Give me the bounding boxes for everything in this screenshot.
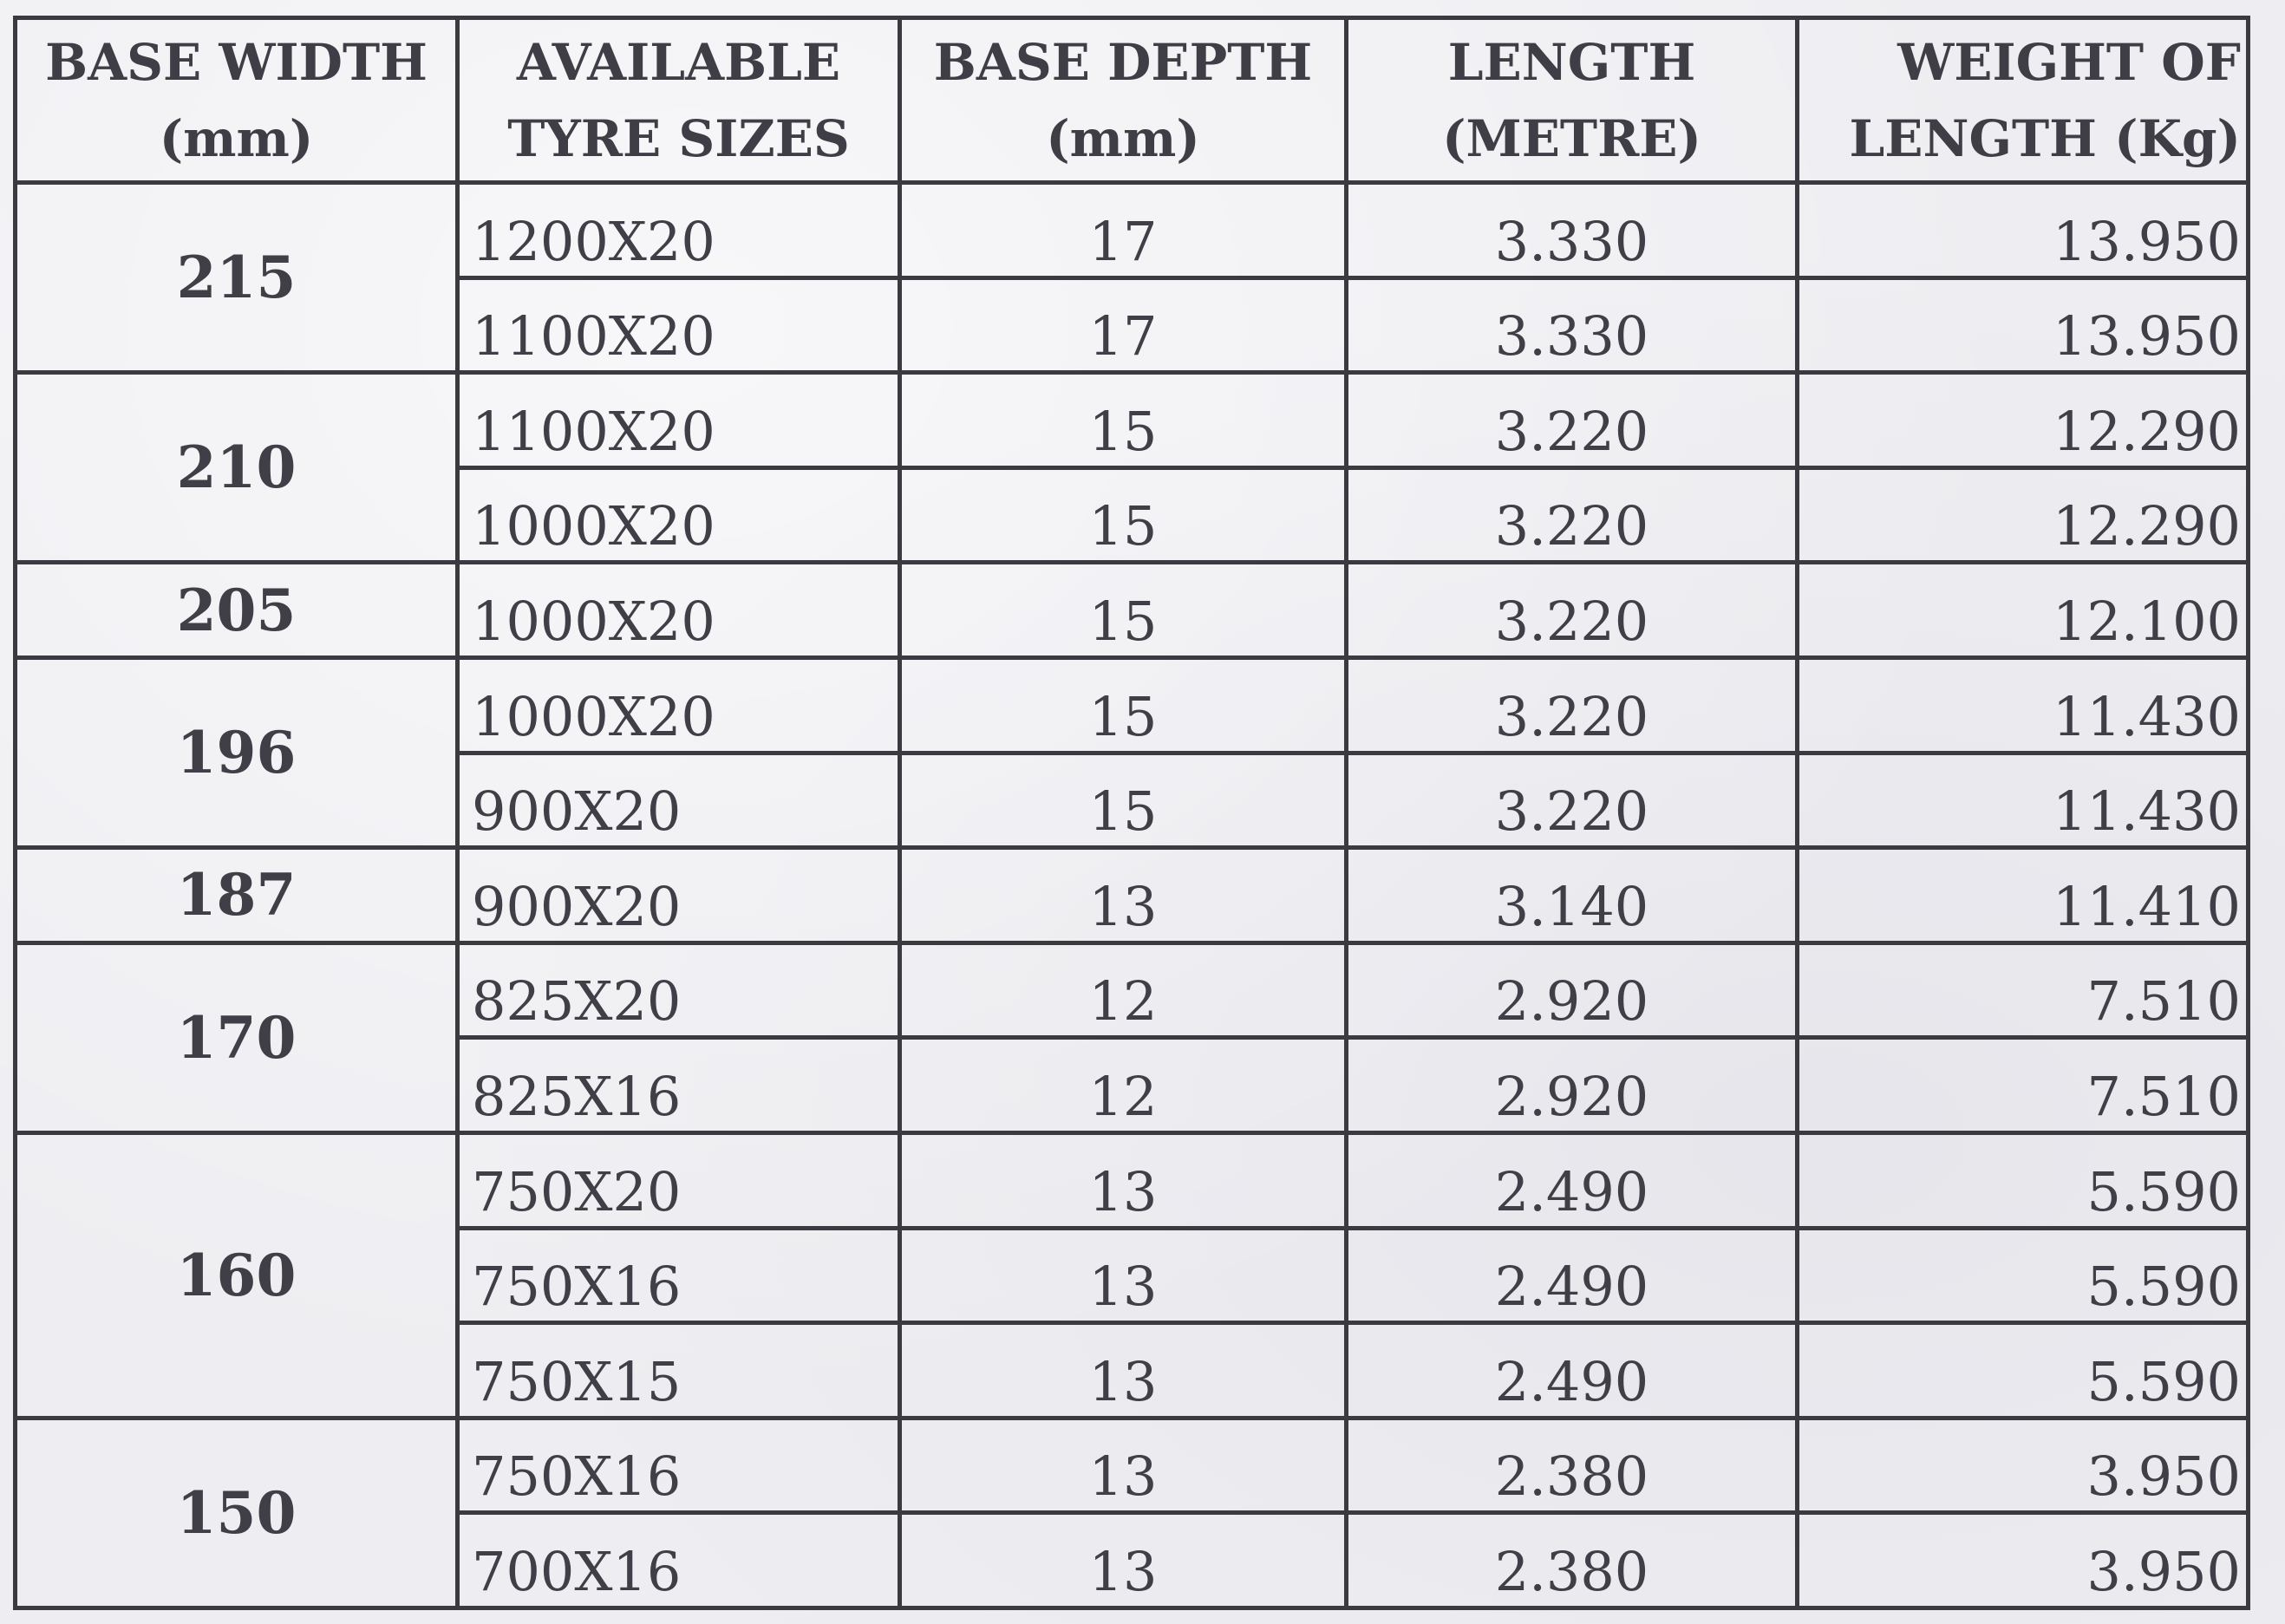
base-depth-cell: 15: [900, 753, 1347, 848]
weight-cell: 5.590: [1798, 1323, 2249, 1419]
table-row: [16, 657, 2249, 753]
table-header: [16, 18, 2249, 183]
length-cell: 2.920: [1347, 1038, 1798, 1133]
length-cell: 3.220: [1347, 467, 1798, 563]
base-width-cell: 215: [16, 183, 458, 373]
base-depth-cell: 12: [900, 1038, 1347, 1133]
tyre-size-cell: 900X20: [458, 753, 900, 848]
base-width-cell: 210: [16, 373, 458, 563]
base-depth-cell: 17: [900, 277, 1347, 373]
table-row: [16, 183, 2249, 278]
base-depth-cell: 15: [900, 657, 1347, 753]
header-row: [16, 18, 2249, 183]
table-row: [16, 373, 2249, 468]
length-cell: 3.330: [1347, 277, 1798, 373]
length-cell: 3.330: [1347, 183, 1798, 278]
tyre-base-spec-table: [13, 16, 2250, 1610]
header-base-width: [16, 18, 458, 183]
length-cell: 2.490: [1347, 1132, 1798, 1228]
base-width-cell: 170: [16, 942, 458, 1132]
tyre-size-cell: 900X20: [458, 848, 900, 943]
weight-cell: 7.510: [1798, 1038, 2249, 1133]
length-cell: 3.140: [1347, 848, 1798, 943]
header-line: AVAILABLE: [516, 32, 841, 92]
header-line: TYRE SIZES: [507, 108, 850, 168]
base-width-cell: 205: [16, 563, 458, 658]
base-width-cell: 160: [16, 1132, 458, 1418]
length-cell: 3.220: [1347, 753, 1798, 848]
length-cell: 3.220: [1347, 563, 1798, 658]
tyre-size-cell: 1100X20: [458, 277, 900, 373]
table-row: [16, 942, 2249, 1038]
base-depth-cell: 13: [900, 1132, 1347, 1228]
header-line: WEIGHT OF: [1897, 32, 2241, 92]
table-body: [16, 183, 2249, 1608]
tyre-size-cell: 750X16: [458, 1228, 900, 1323]
base-depth-cell: 15: [900, 467, 1347, 563]
header-base-depth: [900, 18, 1347, 183]
tyre-size-cell: 1100X20: [458, 373, 900, 468]
header-line: LENGTH (Kg): [1849, 108, 2241, 168]
table-row: [16, 563, 2249, 658]
weight-cell: 7.510: [1798, 942, 2249, 1038]
tyre-size-cell: 1200X20: [458, 183, 900, 278]
length-cell: 2.490: [1347, 1323, 1798, 1419]
header-weight: [1798, 18, 2249, 183]
tyre-size-cell: 750X15: [458, 1323, 900, 1419]
length-cell: 2.490: [1347, 1228, 1798, 1323]
weight-cell: 12.290: [1798, 467, 2249, 563]
base-depth-cell: 13: [900, 1228, 1347, 1323]
base-depth-cell: 13: [900, 1418, 1347, 1513]
tyre-size-cell: 750X20: [458, 1132, 900, 1228]
tyre-size-cell: 825X20: [458, 942, 900, 1038]
header-line: LENGTH: [1447, 32, 1696, 92]
weight-cell: 5.590: [1798, 1132, 2249, 1228]
base-width-cell: 150: [16, 1418, 458, 1608]
tyre-size-cell: 825X16: [458, 1038, 900, 1133]
weight-cell: 11.430: [1798, 753, 2249, 848]
weight-cell: 12.100: [1798, 563, 2249, 658]
header-line: (mm): [159, 108, 314, 168]
header-line: (METRE): [1442, 108, 1701, 168]
length-cell: 3.220: [1347, 373, 1798, 468]
header-line: BASE WIDTH: [45, 32, 428, 92]
table-row: [16, 848, 2249, 943]
weight-cell: 5.590: [1798, 1228, 2249, 1323]
length-cell: 2.920: [1347, 942, 1798, 1038]
header-length: [1347, 18, 1798, 183]
weight-cell: 11.410: [1798, 848, 2249, 943]
base-width-cell: 187: [16, 848, 458, 943]
base-width-cell: 196: [16, 657, 458, 847]
header-line: BASE DEPTH: [933, 32, 1313, 92]
weight-cell: 12.290: [1798, 373, 2249, 468]
tyre-size-cell: 750X16: [458, 1418, 900, 1513]
weight-cell: 3.950: [1798, 1513, 2249, 1608]
table-row: [16, 1418, 2249, 1513]
weight-cell: 13.950: [1798, 183, 2249, 278]
length-cell: 3.220: [1347, 657, 1798, 753]
tyre-size-cell: 1000X20: [458, 467, 900, 563]
length-cell: 2.380: [1347, 1418, 1798, 1513]
tyre-size-cell: 1000X20: [458, 563, 900, 658]
length-cell: 2.380: [1347, 1513, 1798, 1608]
tyre-size-cell: 700X16: [458, 1513, 900, 1608]
base-depth-cell: 13: [900, 1513, 1347, 1608]
base-depth-cell: 17: [900, 183, 1347, 278]
weight-cell: 11.430: [1798, 657, 2249, 753]
base-depth-cell: 12: [900, 942, 1347, 1038]
base-depth-cell: 13: [900, 848, 1347, 943]
table-row: [16, 1132, 2249, 1228]
base-depth-cell: 15: [900, 563, 1347, 658]
base-depth-cell: 13: [900, 1323, 1347, 1419]
header-line: (mm): [1046, 108, 1200, 168]
weight-cell: 3.950: [1798, 1418, 2249, 1513]
base-depth-cell: 15: [900, 373, 1347, 468]
tyre-size-cell: 1000X20: [458, 657, 900, 753]
weight-cell: 13.950: [1798, 277, 2249, 373]
header-tyre-sizes: [458, 18, 900, 183]
